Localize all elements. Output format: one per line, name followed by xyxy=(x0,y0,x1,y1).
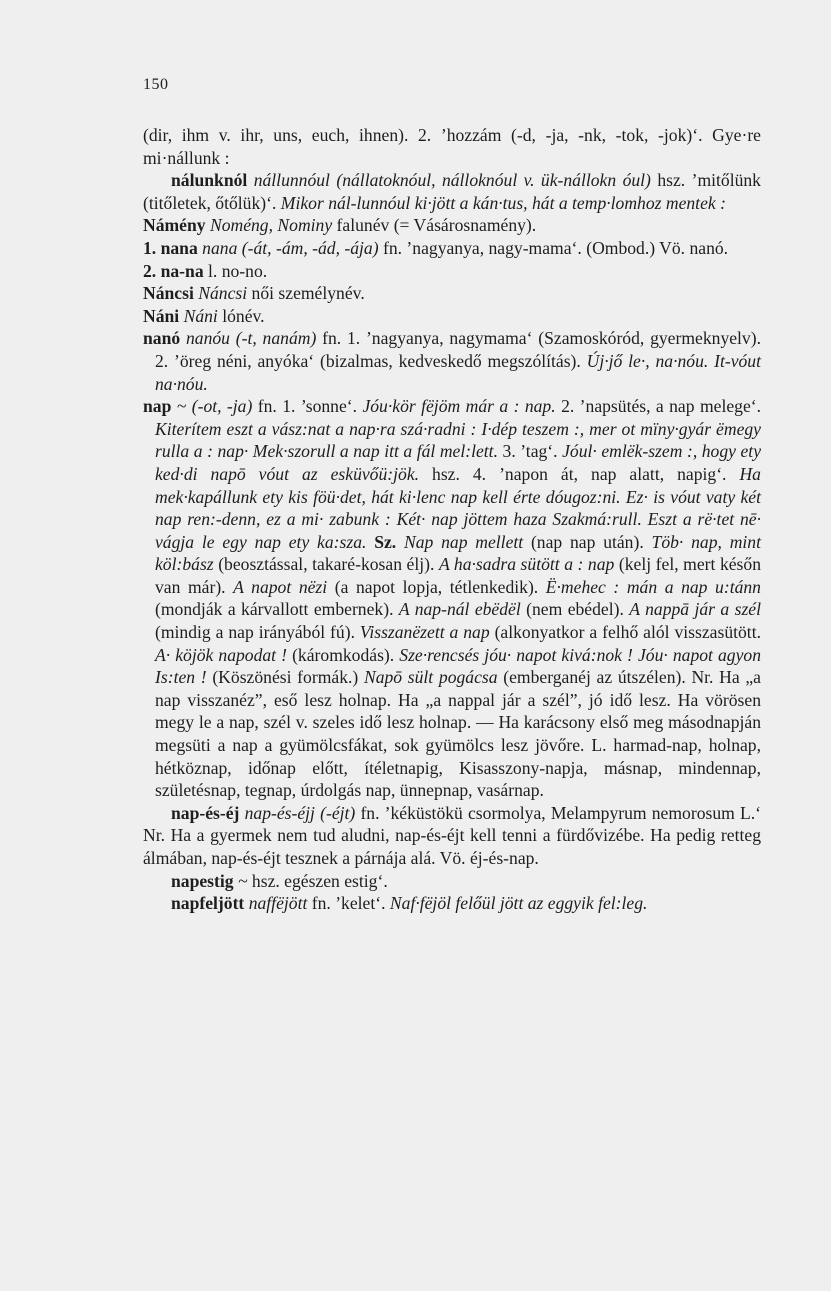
example: Sze·rencsés jóu· napot kivá:nok ! Jóu· napot agyon Is:ten ! xyxy=(155,644,761,688)
definition: (a napot lopja, tétlenkedik). xyxy=(334,576,539,597)
entry-napfeljott xyxy=(143,892,761,915)
entry-napesej xyxy=(143,802,761,870)
definition: (nap nap után). xyxy=(530,531,644,552)
headword: nap-és-éj xyxy=(171,802,240,823)
dialect-form: nállunnóul (nállatoknóul, nálloknóul v. ük-nállokn óul) xyxy=(253,170,651,191)
dialect-form: nana (-át, -ám, -ád, -ája) xyxy=(202,237,379,258)
definition: fn. ’kéküstökü csormolya, Melampyrum nemorosum L.‘ Nr. Ha a gyermek nem tud aludni, nap-és-éjt kell tenni a fürdővizébe. Ha pedig retteg álmában, nap-és-éjt tesznek a párnája alá. Vö. éj-és-nap. xyxy=(143,802,761,868)
headword: 2. na-na xyxy=(143,260,204,281)
example: Naf·fëjöl felőül jött az eggyik fel:leg. xyxy=(389,893,648,914)
dialect-form: nanóu (-t, nanám) xyxy=(185,328,317,349)
headword: nanó xyxy=(143,328,181,349)
headword: Náncsi xyxy=(143,283,194,304)
definition: 2. ’napsütés, a nap melege‘. xyxy=(561,396,762,417)
definition: hsz. 4. ’napon át, nap alatt, napig‘. xyxy=(432,463,727,484)
definition: (beosztással, takaré-kosan élj). xyxy=(218,554,435,575)
example: Töb· nap, mint köl:bász xyxy=(155,531,761,575)
definition: (kelj fel, mert későn van már). xyxy=(155,554,761,597)
example: Kiterítem eszt a vász:nat a nap·ra szá·radni : I·dép teszem :, mer ot mïny·gyár ëmegy rulla a : nap· Mek·szorull a nap itt a fál mel:lett. xyxy=(155,418,761,462)
dialect-form: naffëjött xyxy=(248,893,308,914)
definition: 3. ’tag‘. xyxy=(502,441,558,462)
example: Ha mek·kapállunk ety kis föü·det, hát ki·lenc nap kell érte dóugoz:ni. Ez· is vóut vaty két nap ren:-denn, ez a mi· zabunk : Két· nap jöttem haza Szakmá:rull. Eszt a rë·tet nē· vágja le egy nap ety ka:sza. xyxy=(155,463,761,552)
example: Jóul· emlëk-szem :, hogy ety ked·di napō vóut az esküvőü:jök. xyxy=(155,441,761,484)
definition: (mondják a kárvallott embernek). xyxy=(155,599,394,620)
headword: napfeljött xyxy=(171,893,245,914)
example: A· köjök napodat ! xyxy=(155,644,287,665)
dictionary-text xyxy=(143,124,761,915)
definition: női személynév. xyxy=(251,283,365,304)
example: Mikor nál-lunnóul ki·jött a kán·tus, hát a temp·lomhoz mentek : xyxy=(280,192,726,213)
dialect-form: nap-és-éjj (-éjt) xyxy=(244,802,356,823)
headword: Náni xyxy=(143,305,180,326)
entry-nancsi xyxy=(143,282,761,305)
entry-text: (dir, ihm v. ihr, uns, euch, ihnen). 2. ’hozzám (-d, -ja, -nk, -tok, -jok)‘. Gye·re mi·nállunk : xyxy=(143,125,761,168)
headword: Námény xyxy=(143,215,206,236)
dialect-form: Noméng, Nominy xyxy=(209,215,333,236)
headword: nap xyxy=(143,396,172,417)
definition: (mindig a nap irányából fú). xyxy=(155,622,355,643)
entry-nana-1 xyxy=(143,237,761,260)
entry-nalunknol xyxy=(143,169,761,214)
example: A nap-nál ebëdël xyxy=(398,599,521,620)
dialect-form: Náncsi xyxy=(198,283,248,304)
definition: hsz. egészen estig‘. xyxy=(251,870,388,891)
entry-napestig xyxy=(143,870,761,893)
definition: lónév. xyxy=(222,305,265,326)
example: Jóu·kör fëjöm már a : nap. xyxy=(362,396,556,417)
example: A napot nëzi xyxy=(233,576,328,597)
definition: fn. ’nagyanya, nagy-mama‘. (Ombod.) Vö. nanó. xyxy=(382,237,729,258)
definition: fn. 1. ’nagyanya, nagymama‘ (Szamoskóród, gyermeknyelv). 2. ’öreg néni, anyóka‘ (bizalmas, kedveskedő megszólítás). xyxy=(155,328,761,371)
headword: 1. nana xyxy=(143,237,198,258)
dialect-form: ~ (-ot, -ja) xyxy=(176,396,253,417)
entry-nani xyxy=(143,305,761,328)
headword: nálunknól xyxy=(171,170,248,191)
definition: (káromkodás). xyxy=(292,644,395,665)
example: Új·jő le·, na·nóu. It-vóut na·nóu. xyxy=(155,350,761,394)
definition: (Köszönési formák.) xyxy=(212,667,359,688)
entry-nana-2 xyxy=(143,260,761,283)
label: Sz. xyxy=(374,531,397,552)
example: Ë·mehec : mán a nap u:tánn xyxy=(545,576,761,597)
definition: (nem ebédel). xyxy=(526,599,624,620)
example: Nap nap mellett xyxy=(403,531,524,552)
definition: falunév (= Vásárosnamény). xyxy=(336,215,537,236)
example: A ha·sadra sütött a : nap xyxy=(438,554,615,575)
entry-nap xyxy=(143,395,761,802)
dialect-form: ~ xyxy=(237,870,248,891)
example: Visszanëzett a nap xyxy=(359,622,490,643)
example: A nappā jár a szél xyxy=(629,599,761,620)
definition: (alkonyatkor a felhő alól visszasütött. xyxy=(494,622,761,643)
entry-intro xyxy=(143,124,761,169)
entry-nano xyxy=(143,327,761,395)
page-number: 150 xyxy=(143,76,169,93)
definition: l. no-no. xyxy=(208,260,268,281)
definition: fn. ’kelet‘. xyxy=(311,893,386,914)
example: Napō sült pogácsa xyxy=(363,667,498,688)
definition: hsz. ’mitőlünk (titőletek, őtőlük)‘. xyxy=(143,170,761,213)
headword: napestig xyxy=(171,870,234,891)
definition: fn. 1. ’sonne‘. xyxy=(257,396,358,417)
dialect-form: Náni xyxy=(183,305,218,326)
entry-nameny xyxy=(143,214,761,237)
definition: (emberganéj az útszélen). Nr. Ha „a nap visszanéz”, eső lesz holnap. Ha „a nappal jár a szél”, jó idő lesz. Ha vörösen megy le a nap, szél v. szeles idő lesz holnap. — Ha karácsony első meg másodnapján megsüti a nap a gyümölcsfákat, sok gyümölcs lesz jövőre. L. harmad-nap, holnap, hétköznap, időnap előtt, ítéletnapig, Kisasszony-napja, másnap, mindennap, születésnap, tegnap, úrdolgás nap, ünnepnap, vasárnap. xyxy=(155,667,761,801)
